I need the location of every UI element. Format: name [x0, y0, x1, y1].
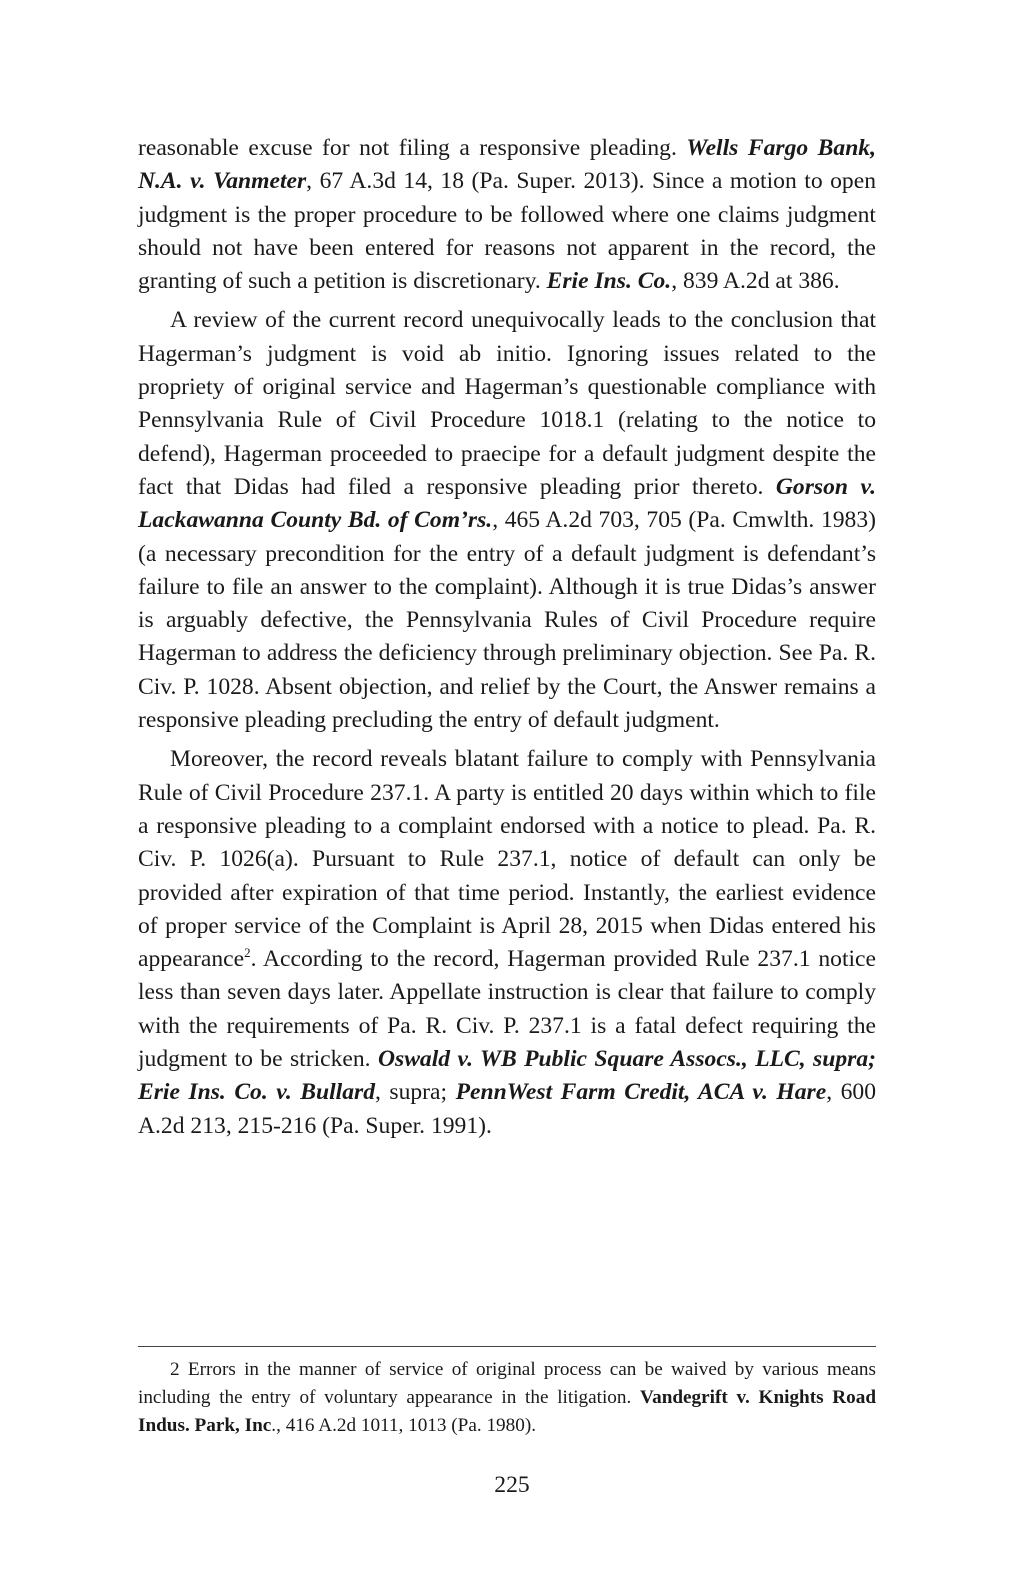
case-citation: PennWest Farm Credit, ACA v. Hare: [455, 1079, 827, 1106]
text-run: , 839 A.2d at 386.: [671, 268, 840, 295]
paragraph-1: [138, 132, 876, 298]
footnote-number: 2: [170, 1359, 180, 1380]
text-run: reasonable excuse for not filing a responsive pleading.: [138, 135, 687, 161]
text-run: A review of the current record unequivocally leads to the conclusion that Hagerman’s judgment is void ab initio. Ignoring issues related to the propriety of original service and Hagerman’s questionable compliance with Pennsylvania Rule of Civil Procedure 1018.1 (relating to the notice to defend), Hagerman proceeded to praecipe for a default judgment despite the fact that Didas had filed a responsive pleading prior thereto.: [138, 307, 876, 500]
page-body: [138, 132, 876, 1149]
case-citation: Gorson v. Lackawanna County Bd. of Com’rs.: [138, 473, 876, 534]
case-citation: Wells Fargo Bank, N.A. v. Vanmeter: [138, 135, 877, 195]
case-citation: Oswald v. WB Public Square Assocs., LLC, supra; Erie Ins. Co. v. Bullard: [138, 1046, 876, 1106]
text-run: , 67 A.3d 14, 18 (Pa. Super. 2013). Since a motion to open judgment is the proper procedure to be followed where one claims judgment should not have been entered for reasons not apparent in the record, the granting of such a petition is discretionary.: [138, 168, 877, 295]
text-run: , 600 A.2d 213, 215-216 (Pa. Super. 1991).: [138, 1079, 877, 1139]
text-run: ., 416 A.2d 1011, 1013 (Pa. 1980).: [271, 1415, 537, 1436]
text-run: . According to the record, Hagerman provided Rule 237.1 notice less than seven days later. Appellate instruction is clear that failure to comply with the requirements of Pa. R. Civ. P. 237.1 is a fatal defect requiring the judgment to be stricken.: [138, 946, 876, 1073]
footnote-divider: [138, 1346, 876, 1347]
paragraph-2: [138, 304, 876, 737]
page-number: 225: [494, 1472, 530, 1498]
footnote-reference[interactable]: 2: [244, 945, 251, 961]
text-run: , supra;: [375, 1079, 456, 1106]
paragraph-3: [138, 743, 876, 1143]
footnote: [138, 1356, 876, 1440]
text-run: Errors in the manner of service of original process can be waived by various means including the entry of voluntary appearance in the litigation.: [138, 1359, 876, 1408]
case-citation: Vandegrift v. Knights Road Indus. Park, Inc: [138, 1387, 876, 1436]
case-citation: Erie Ins. Co.: [546, 268, 672, 295]
text-run: , 465 A.2d 703, 705 (Pa. Cmwlth. 1983) (a necessary precondition for the entry of a default judgment is defendant’s failure to file an answer to the complaint). Although it is true Didas’s answer is arguably defective, the Pennsylvania Rules of Civil Procedure require Hagerman to address the deficiency through preliminary objection. See Pa. R. Civ. P. 1028. Absent objection, and relief by the Court, the Answer remains a responsive pleading precluding the entry of default judgment.: [138, 507, 876, 734]
text-run: Moreover, the record reveals blatant failure to comply with Pennsylvania Rule of Civil Procedure 237.1. A party is entitled 20 days within which to file a responsive pleading to a complaint endorsed with a notice to plead. Pa. R. Civ. P. 1026(a). Pursuant to Rule 237.1, notice of default can only be provided after expiration of that time period. Instantly, the earliest evidence of proper service of the Complaint is April 28, 2015 when Didas entered his appearance: [138, 746, 876, 973]
